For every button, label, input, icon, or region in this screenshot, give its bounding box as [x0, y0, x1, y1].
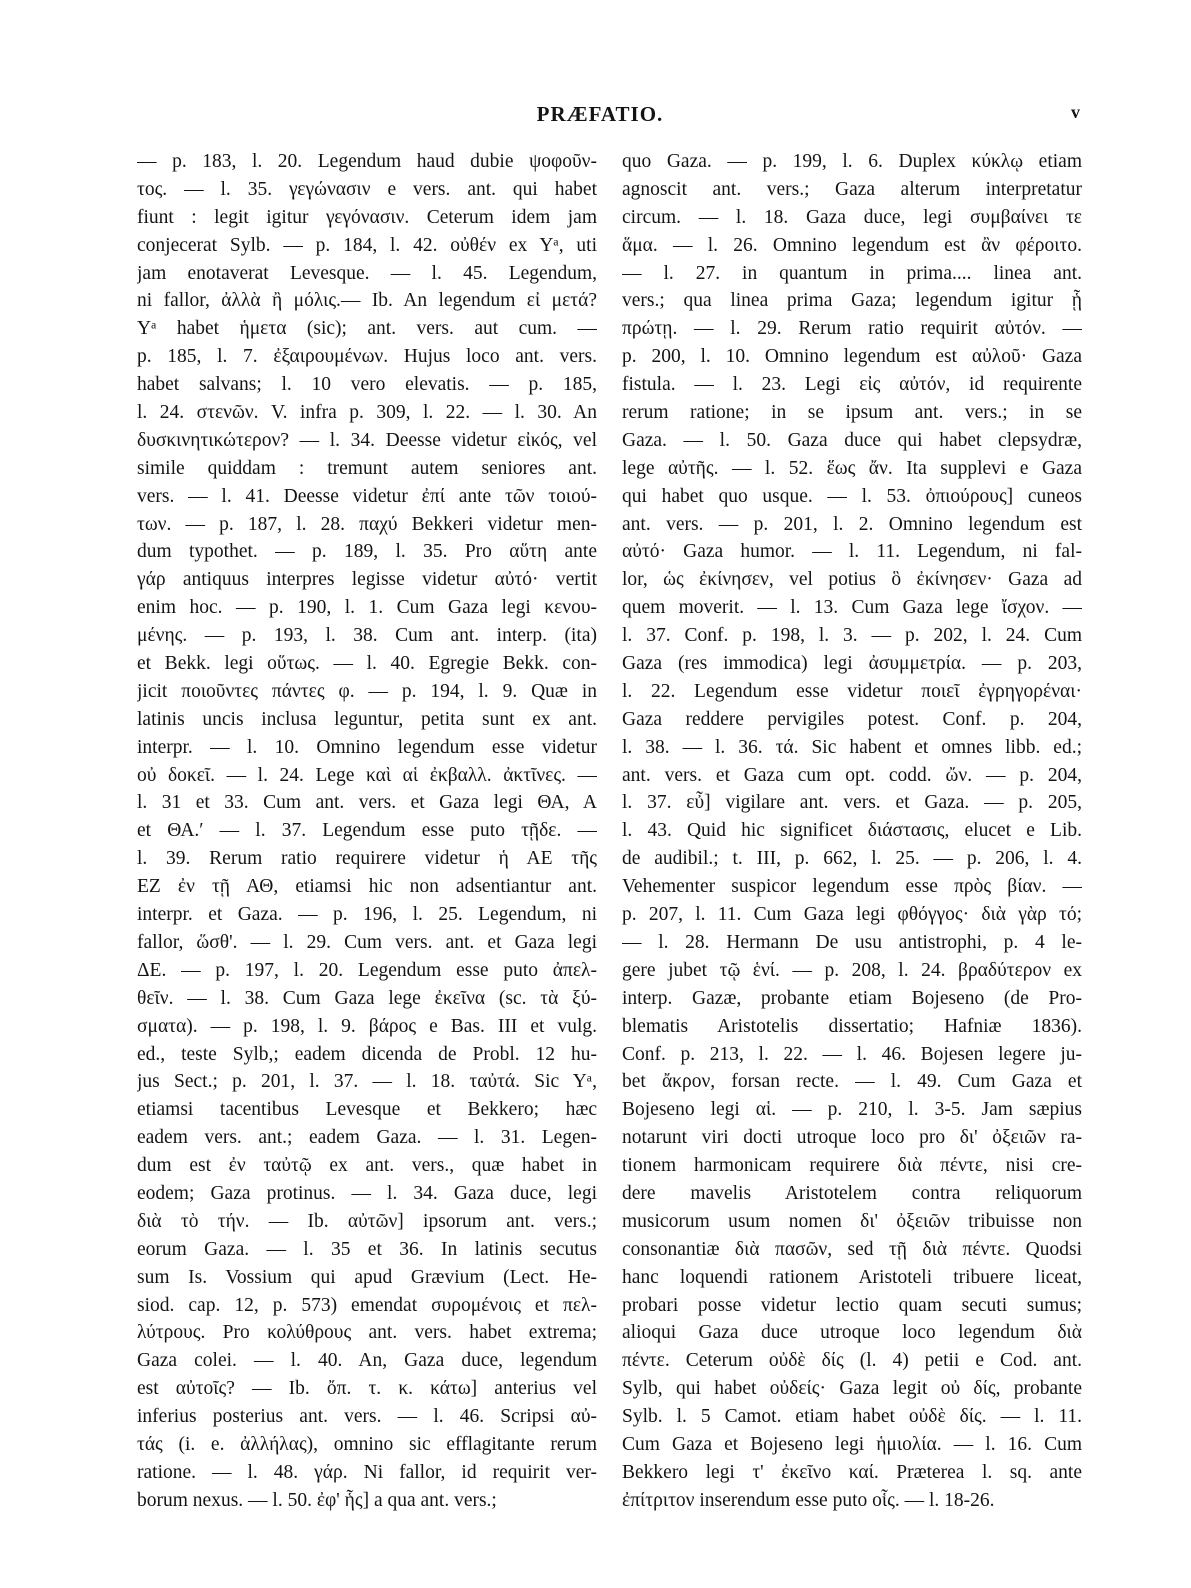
right-column-line: interp. Gazæ, probante etiam Bojeseno (de Pro-	[622, 987, 1082, 1009]
left-column-line: siod. cap. 12, p. 573) emendat συρομένοις et πελ-	[137, 1294, 597, 1316]
right-column-line: Sylb, qui habet οὐδείς· Gaza legit οὐ δίς, probante	[622, 1378, 1082, 1400]
left-column-line: λύτρους. Pro κολύθρους ant. vers. habet extrema;	[137, 1322, 597, 1344]
left-column	[137, 148, 597, 1515]
left-column-line: p. 185, l. 7. ἐξαιρουμένων. Hujus loco ant. vers.	[137, 346, 597, 368]
left-column-line: interpr. — l. 10. Omnino legendum esse videtur	[137, 736, 597, 758]
right-column-line: bet ἄκρον, forsan recte. — l. 49. Cum Gaza et	[622, 1071, 1082, 1093]
right-column-line: blematis Aristotelis dissertatio; Hafniæ 1836).	[622, 1015, 1082, 1037]
right-column-line: Gaza (res immodica) legi ἀσυμμετρία. — p. 203,	[622, 653, 1082, 675]
left-column-line: l. 31 et 33. Cum ant. vers. et Gaza legi ΘΑ, Α	[137, 792, 597, 814]
right-column-line: fistula. — l. 23. Legi εἰς αὐτόν, id requirente	[622, 374, 1082, 396]
left-column-line: τος. — l. 35. γεγώνασιν e vers. ant. qui habet	[137, 178, 597, 200]
right-column-line: lege αὐτῆς. — l. 52. ἕως ἄν. Ita supplevi e Gaza	[622, 457, 1082, 479]
right-column-line: Cum Gaza et Bojeseno legi ἡμιολία. — l. 16. Cum	[622, 1433, 1082, 1455]
left-column-line: eadem vers. ant.; eadem Gaza. — l. 31. Legen-	[137, 1127, 597, 1149]
left-column-line: latinis uncis inclusa leguntur, petita sunt ex ant.	[137, 708, 597, 730]
right-column-line: l. 43. Quid hic significet διάστασις, elucet e Lib.	[622, 820, 1082, 842]
left-column-line: Gaza colei. — l. 40. An, Gaza duce, legendum	[137, 1350, 597, 1372]
left-column-line: est αὐτοῖς? — Ib. ὄπ. τ. κ. κάτω] anterius vel	[137, 1378, 597, 1400]
left-column-line: θεῖν. — l. 38. Cum Gaza lege ἐκεῖνα (sc. τὰ ξύ-	[137, 987, 597, 1009]
right-column-line: πρώτῃ. — l. 29. Rerum ratio requirit αὐτόν. —	[622, 318, 1082, 340]
right-column-line: Gaza. — l. 50. Gaza duce qui habet clepsydræ,	[622, 429, 1082, 451]
right-column-line: p. 200, l. 10. Omnino legendum est αὐλοῦ· Gaza	[622, 346, 1082, 368]
right-column-line: p. 207, l. 11. Cum Gaza legi φθόγγος· διὰ γὰρ τό;	[622, 904, 1082, 926]
left-column-line: dum est ἐν ταὐτῷ ex ant. vers., quæ habet in	[137, 1155, 597, 1177]
right-column-line: hanc loquendi rationem Aristoteli tribuere liceat,	[622, 1266, 1082, 1288]
left-column-line: simile quiddam : tremunt autem seniores ant.	[137, 457, 597, 479]
left-column-line: dum typothet. — p. 189, l. 35. Pro αὕτη ante	[137, 541, 597, 563]
right-column-line: qui habet quo usque. — l. 53. ὀπιούρους] cuneos	[622, 485, 1082, 507]
right-column-line: ant. vers. — p. 201, l. 2. Omnino legendum est	[622, 513, 1082, 535]
right-column-line: consonantiæ διὰ πασῶν, sed τῇ διὰ πέντε. Quodsi	[622, 1238, 1082, 1260]
left-column-line: fallor, ὥσθ'. — l. 29. Cum vers. ant. et Gaza legi	[137, 931, 597, 953]
right-column-line: lor, ὡς ἐκίνησεν, vel potius ὃ ἐκίνησεν· Gaza ad	[622, 569, 1082, 591]
left-column-line: conjecerat Sylb. — p. 184, l. 42. οὐθέν ex Yᵃ, uti	[137, 234, 597, 256]
left-column-line: ed., teste Sylb,; eadem dicenda de Probl. 12 hu-	[137, 1043, 597, 1065]
right-column-line: quo Gaza. — p. 199, l. 6. Duplex κύκλῳ etiam	[622, 151, 1082, 172]
right-column-line: ἅμα. — l. 26. Omnino legendum est ἂν φέροιτο.	[622, 234, 1082, 256]
right-column-line: l. 37. εὖ] vigilare ant. vers. et Gaza. — p. 205,	[622, 792, 1082, 814]
left-column-line: enim hoc. — p. 190, l. 1. Cum Gaza legi κενου-	[137, 597, 597, 619]
left-column-line: eodem; Gaza protinus. — l. 34. Gaza duce, legi	[137, 1182, 597, 1204]
left-column-line: — p. 183, l. 20. Legendum haud dubie ψοφοῦν-	[137, 151, 597, 172]
left-column-line: jam enotaverat Levesque. — l. 45. Legendum,	[137, 262, 597, 284]
page-number: v	[1071, 102, 1080, 122]
left-column-line: fiunt : legit igitur γεγόνασιν. Ceterum idem jam	[137, 206, 597, 228]
right-column-line: Gaza reddere pervigiles potest. Conf. p. 204,	[622, 708, 1082, 730]
right-column-line: — l. 28. Hermann De usu antistrophi, p. 4 le-	[622, 931, 1082, 953]
left-column-line: διὰ τὸ τήν. — Ib. αὐτῶν] ipsorum ant. vers.;	[137, 1210, 597, 1232]
right-column-line: l. 38. — l. 36. τά. Sic habent et omnes libb. ed.;	[622, 736, 1082, 758]
left-column-line: habet salvans; l. 10 vero elevatis. — p. 185,	[137, 374, 597, 396]
left-column-line: jicit ποιοῦντες πάντες φ. — p. 194, l. 9. Quæ in	[137, 680, 597, 702]
left-column-line: l. 39. Rerum ratio requirere videtur ἡ ΑΕ τῆς	[137, 848, 597, 870]
right-column-line: ant. vers. et Gaza cum opt. codd. ὤν. — p. 204,	[622, 764, 1082, 786]
left-column-line: sum Is. Vossium qui apud Grævium (Lect. He-	[137, 1266, 597, 1288]
right-column-line: Vehementer suspicor legendum esse πρὸς βίαν. —	[622, 876, 1082, 898]
right-column-line: Sylb. l. 5 Camot. etiam habet οὐδὲ δίς. — l. 11.	[622, 1406, 1082, 1428]
right-column-line: ἐπίτριτον inserendum esse puto οἷς. — l. 18-26.	[622, 1489, 995, 1511]
right-column-line: αὐτό· Gaza humor. — l. 11. Legendum, ni fal-	[622, 541, 1082, 563]
right-column	[622, 148, 1082, 1515]
left-column-line: ΔΕ. — p. 197, l. 20. Legendum esse puto ἀπελ-	[137, 959, 597, 981]
right-column-line: musicorum usum nomen δι' ὀξειῶν tribuisse non	[622, 1210, 1082, 1232]
left-column-line: ΕΖ ἐν τῇ ΑΘ, etiamsi hic non adsentiantur ant.	[137, 876, 597, 898]
left-column-line: τάς (i. e. ἀλλήλας), omnino sic efflagitante rerum	[137, 1433, 597, 1455]
left-column-line: etiamsi tacentibus Levesque et Bekkero; hæc	[137, 1099, 597, 1121]
right-column-line: quem moverit. — l. 13. Cum Gaza lege ἴσχον. —	[622, 597, 1082, 619]
left-column-line: interpr. et Gaza. — p. 196, l. 25. Legendum, ni	[137, 904, 597, 926]
right-column-line: notarunt viri docti utroque loco pro δι' ὀξειῶν ra-	[622, 1127, 1082, 1149]
running-head	[120, 102, 1080, 142]
right-column-line: l. 22. Legendum esse videtur ποιεῖ ἐγρηγορέναι·	[622, 680, 1082, 702]
left-column-line: μένης. — p. 193, l. 38. Cum ant. interp. (ita)	[137, 625, 597, 647]
right-column-line: agnoscit ant. vers.; Gaza alterum interpretatur	[622, 178, 1082, 200]
left-column-line: δυσκινητικώτερον? — l. 34. Deesse videtur εἰκός, vel	[137, 429, 597, 451]
left-column-line: jus Sect.; p. 201, l. 37. — l. 18. ταὐτά. Sic Yᵃ,	[137, 1071, 597, 1093]
right-column-line: circum. — l. 18. Gaza duce, legi συμβαίνει τε	[622, 206, 1082, 228]
right-column-line: — l. 27. in quantum in prima.... linea ant.	[622, 262, 1082, 284]
right-column-line: vers.; qua linea prima Gaza; legendum igitur ᾗ	[622, 290, 1082, 312]
right-column-line: l. 37. Conf. p. 198, l. 3. — p. 202, l. 24. Cum	[622, 625, 1082, 647]
right-column-line: alioqui Gaza duce utroque loco legendum διὰ	[622, 1322, 1082, 1344]
right-column-line: dere mavelis Aristotelem contra reliquorum	[622, 1182, 1082, 1204]
left-column-line: των. — p. 187, l. 28. παχύ Bekkeri videtur men-	[137, 513, 597, 535]
left-column-line: σματα). — p. 198, l. 9. βάρος e Bas. III et vulg.	[137, 1015, 597, 1037]
right-column-line: gere jubet τῷ ἑνί. — p. 208, l. 24. βραδύτερον ex	[622, 959, 1082, 981]
left-column-line: vers. — l. 41. Deesse videtur ἐπί ante τῶν τοιού-	[137, 485, 597, 507]
left-column-line: ratione. — l. 48. γάρ. Ni fallor, id requirit ver-	[137, 1461, 597, 1483]
left-column-line: ni fallor, ἀλλὰ ἢ μόλις.— Ib. An legendum εἰ μετά?	[137, 290, 597, 312]
page-title: PRÆFATIO.	[536, 102, 664, 126]
left-column-line: borum nexus. — l. 50. ἐφ' ἧς] a qua ant. vers.;	[137, 1489, 497, 1511]
right-column-line: πέντε. Ceterum οὐδὲ δίς (l. 4) petii e Cod. ant.	[622, 1350, 1082, 1372]
right-column-line: Conf. p. 213, l. 22. — l. 46. Bojesen legere ju-	[622, 1043, 1082, 1065]
left-column-line: eorum Gaza. — l. 35 et 36. In latinis secutus	[137, 1238, 597, 1260]
left-column-line: γάρ antiquus interpres legisse videtur αὐτό· vertit	[137, 569, 597, 591]
right-column-line: probari posse videtur lectio quam secuti sumus;	[622, 1294, 1082, 1316]
left-column-line: Yᵃ habet ἡμετα (sic); ant. vers. aut cum. —	[137, 318, 597, 340]
right-column-line: rerum ratione; in se ipsum ant. vers.; in se	[622, 402, 1082, 424]
right-column-line: Bojeseno legi αἱ. — p. 210, l. 3-5. Jam sæpius	[622, 1099, 1082, 1121]
left-column-line: et Bekk. legi οὕτως. — l. 40. Egregie Bekk. con-	[137, 653, 597, 675]
left-column-line: et ΘΑ.′ — l. 37. Legendum esse puto τῇδε. —	[137, 820, 597, 842]
right-column-line: de audibil.; t. III, p. 662, l. 25. — p. 206, l. 4.	[622, 848, 1082, 870]
right-column-line: Bekkero legi τ' ἐκεῖνο καί. Præterea l. sq. ante	[622, 1461, 1082, 1483]
right-column-line: tionem harmonicam requirere διὰ πέντε, nisi cre-	[622, 1155, 1082, 1177]
left-column-line: l. 24. στενῶν. V. infra p. 309, l. 22. — l. 30. An	[137, 402, 597, 424]
left-column-line: inferius posterius ant. vers. — l. 46. Scripsi αὐ-	[137, 1406, 597, 1428]
left-column-line: οὐ δοκεῖ. — l. 24. Lege καὶ αἱ ἐκβαλλ. ἀκτῖνες. —	[137, 764, 597, 786]
